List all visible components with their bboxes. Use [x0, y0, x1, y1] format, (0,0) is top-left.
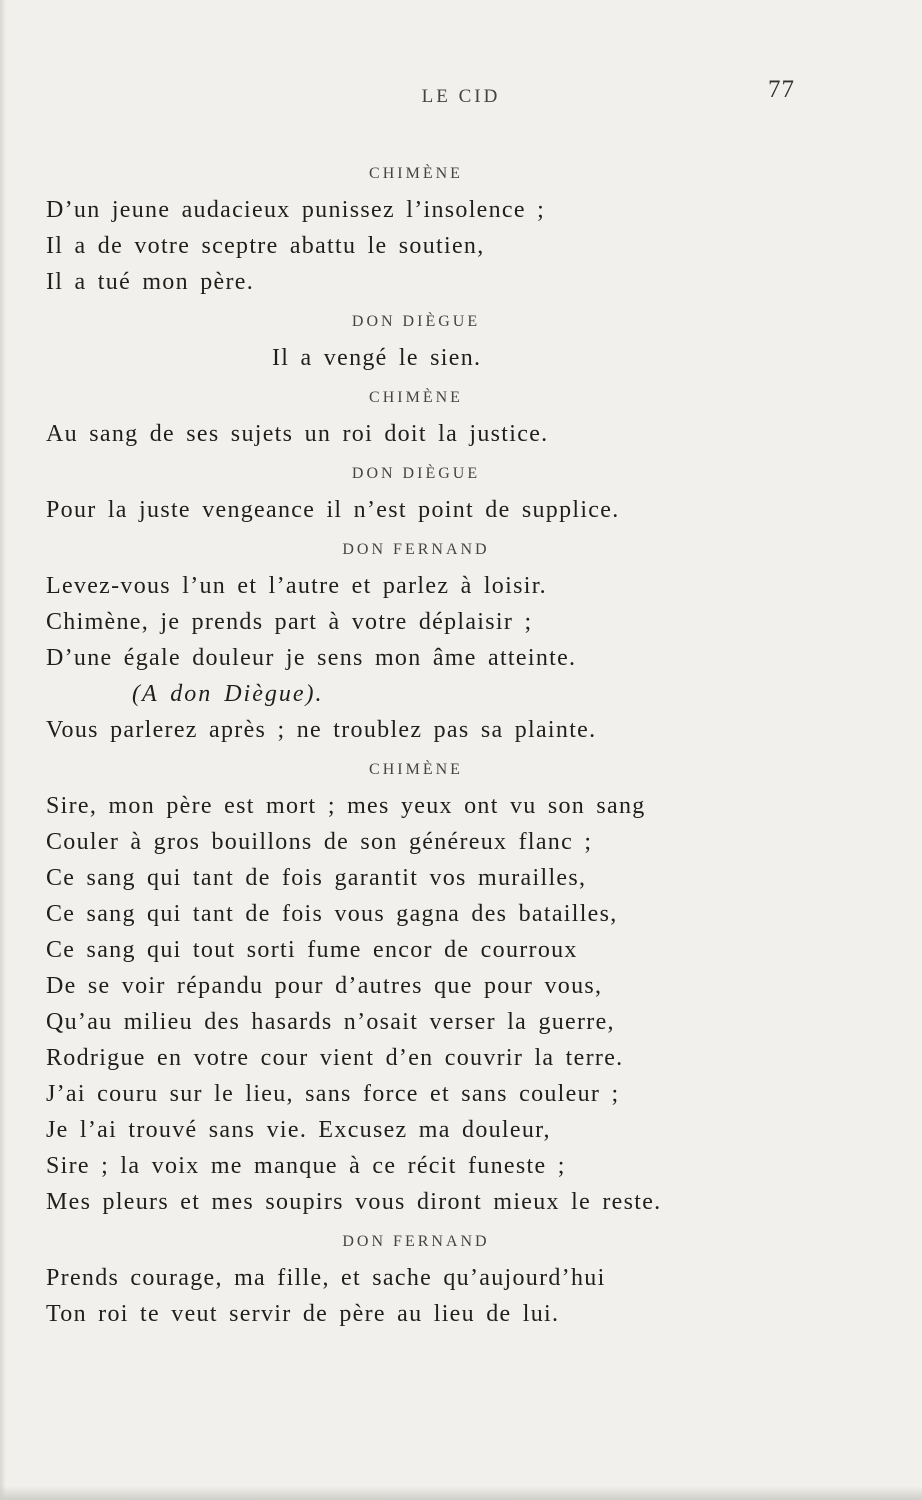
verse-line: Ce sang qui tant de fois vous gagna des batailles, [46, 901, 618, 927]
verse-line: Rodrigue en votre cour vient d’en couvrir la terre. [46, 1045, 624, 1071]
speaker-name: CHIMÈNE [369, 389, 463, 406]
verse-text [46, 152, 786, 1332]
speaker-name: DON FERNAND [342, 541, 490, 558]
verse-line: D’une égale douleur je sens mon âme atteinte. [46, 645, 577, 671]
verse-line: Mes pleurs et mes soupirs vous diront mieux le reste. [46, 1189, 662, 1215]
verse-line: Ton roi te veut servir de père au lieu de lui. [46, 1301, 560, 1327]
verse-line: Vous parlerez après ; ne troublez pas sa plainte. [46, 717, 597, 743]
speaker-name: DON DIÈGUE [351, 465, 481, 482]
verse-line: Il a vengé le sien. [272, 345, 482, 371]
verse-line: Qu’au milieu des hasards n’osait verser la guerre, [46, 1009, 615, 1035]
verse-line: Levez-vous l’un et l’autre et parlez à loisir. [46, 573, 547, 599]
verse-line: Ce sang qui tout sorti fume encor de courroux [46, 937, 578, 963]
page-edge-shadow [0, 0, 6, 1500]
speaker-name: DON DIÈGUE [351, 313, 481, 330]
verse-line: Ce sang qui tant de fois garantit vos murailles, [46, 865, 587, 891]
verse-line: D’un jeune audacieux punissez l’insolence ; [46, 197, 546, 223]
verse-line: Je l’ai trouvé sans vie. Excusez ma douleur, [46, 1117, 551, 1143]
speaker-name: CHIMÈNE [369, 761, 463, 778]
page-bottom-shadow [0, 1486, 922, 1500]
verse-line: De se voir répandu pour d’autres que pour vous, [46, 973, 603, 999]
running-title: LE CID [421, 86, 501, 107]
verse-line: Couler à gros bouillons de son généreux flanc ; [46, 829, 593, 855]
verse-line: J’ai couru sur le lieu, sans force et sans couleur ; [46, 1081, 620, 1107]
verse-line: Prends courage, ma fille, et sache qu’aujourd’hui [46, 1265, 606, 1291]
verse-line: Sire ; la voix me manque à ce récit funeste ; [46, 1153, 566, 1179]
verse-line: Pour la juste vengeance il n’est point de supplice. [46, 497, 620, 523]
speaker-name: CHIMÈNE [369, 165, 463, 182]
verse-line: Il a tué mon père. [46, 269, 254, 295]
stage-direction: (A don Diègue). [132, 681, 324, 707]
verse-line: Il a de votre sceptre abattu le soutien, [46, 233, 485, 259]
page-number: 77 [768, 76, 795, 103]
speaker-name: DON FERNAND [342, 1233, 490, 1250]
verse-line: Chimène, je prends part à votre déplaisir ; [46, 609, 533, 635]
verse-line: Au sang de ses sujets un roi doit la justice. [46, 421, 549, 447]
verse-line: Sire, mon père est mort ; mes yeux ont vu son sang [46, 793, 646, 819]
